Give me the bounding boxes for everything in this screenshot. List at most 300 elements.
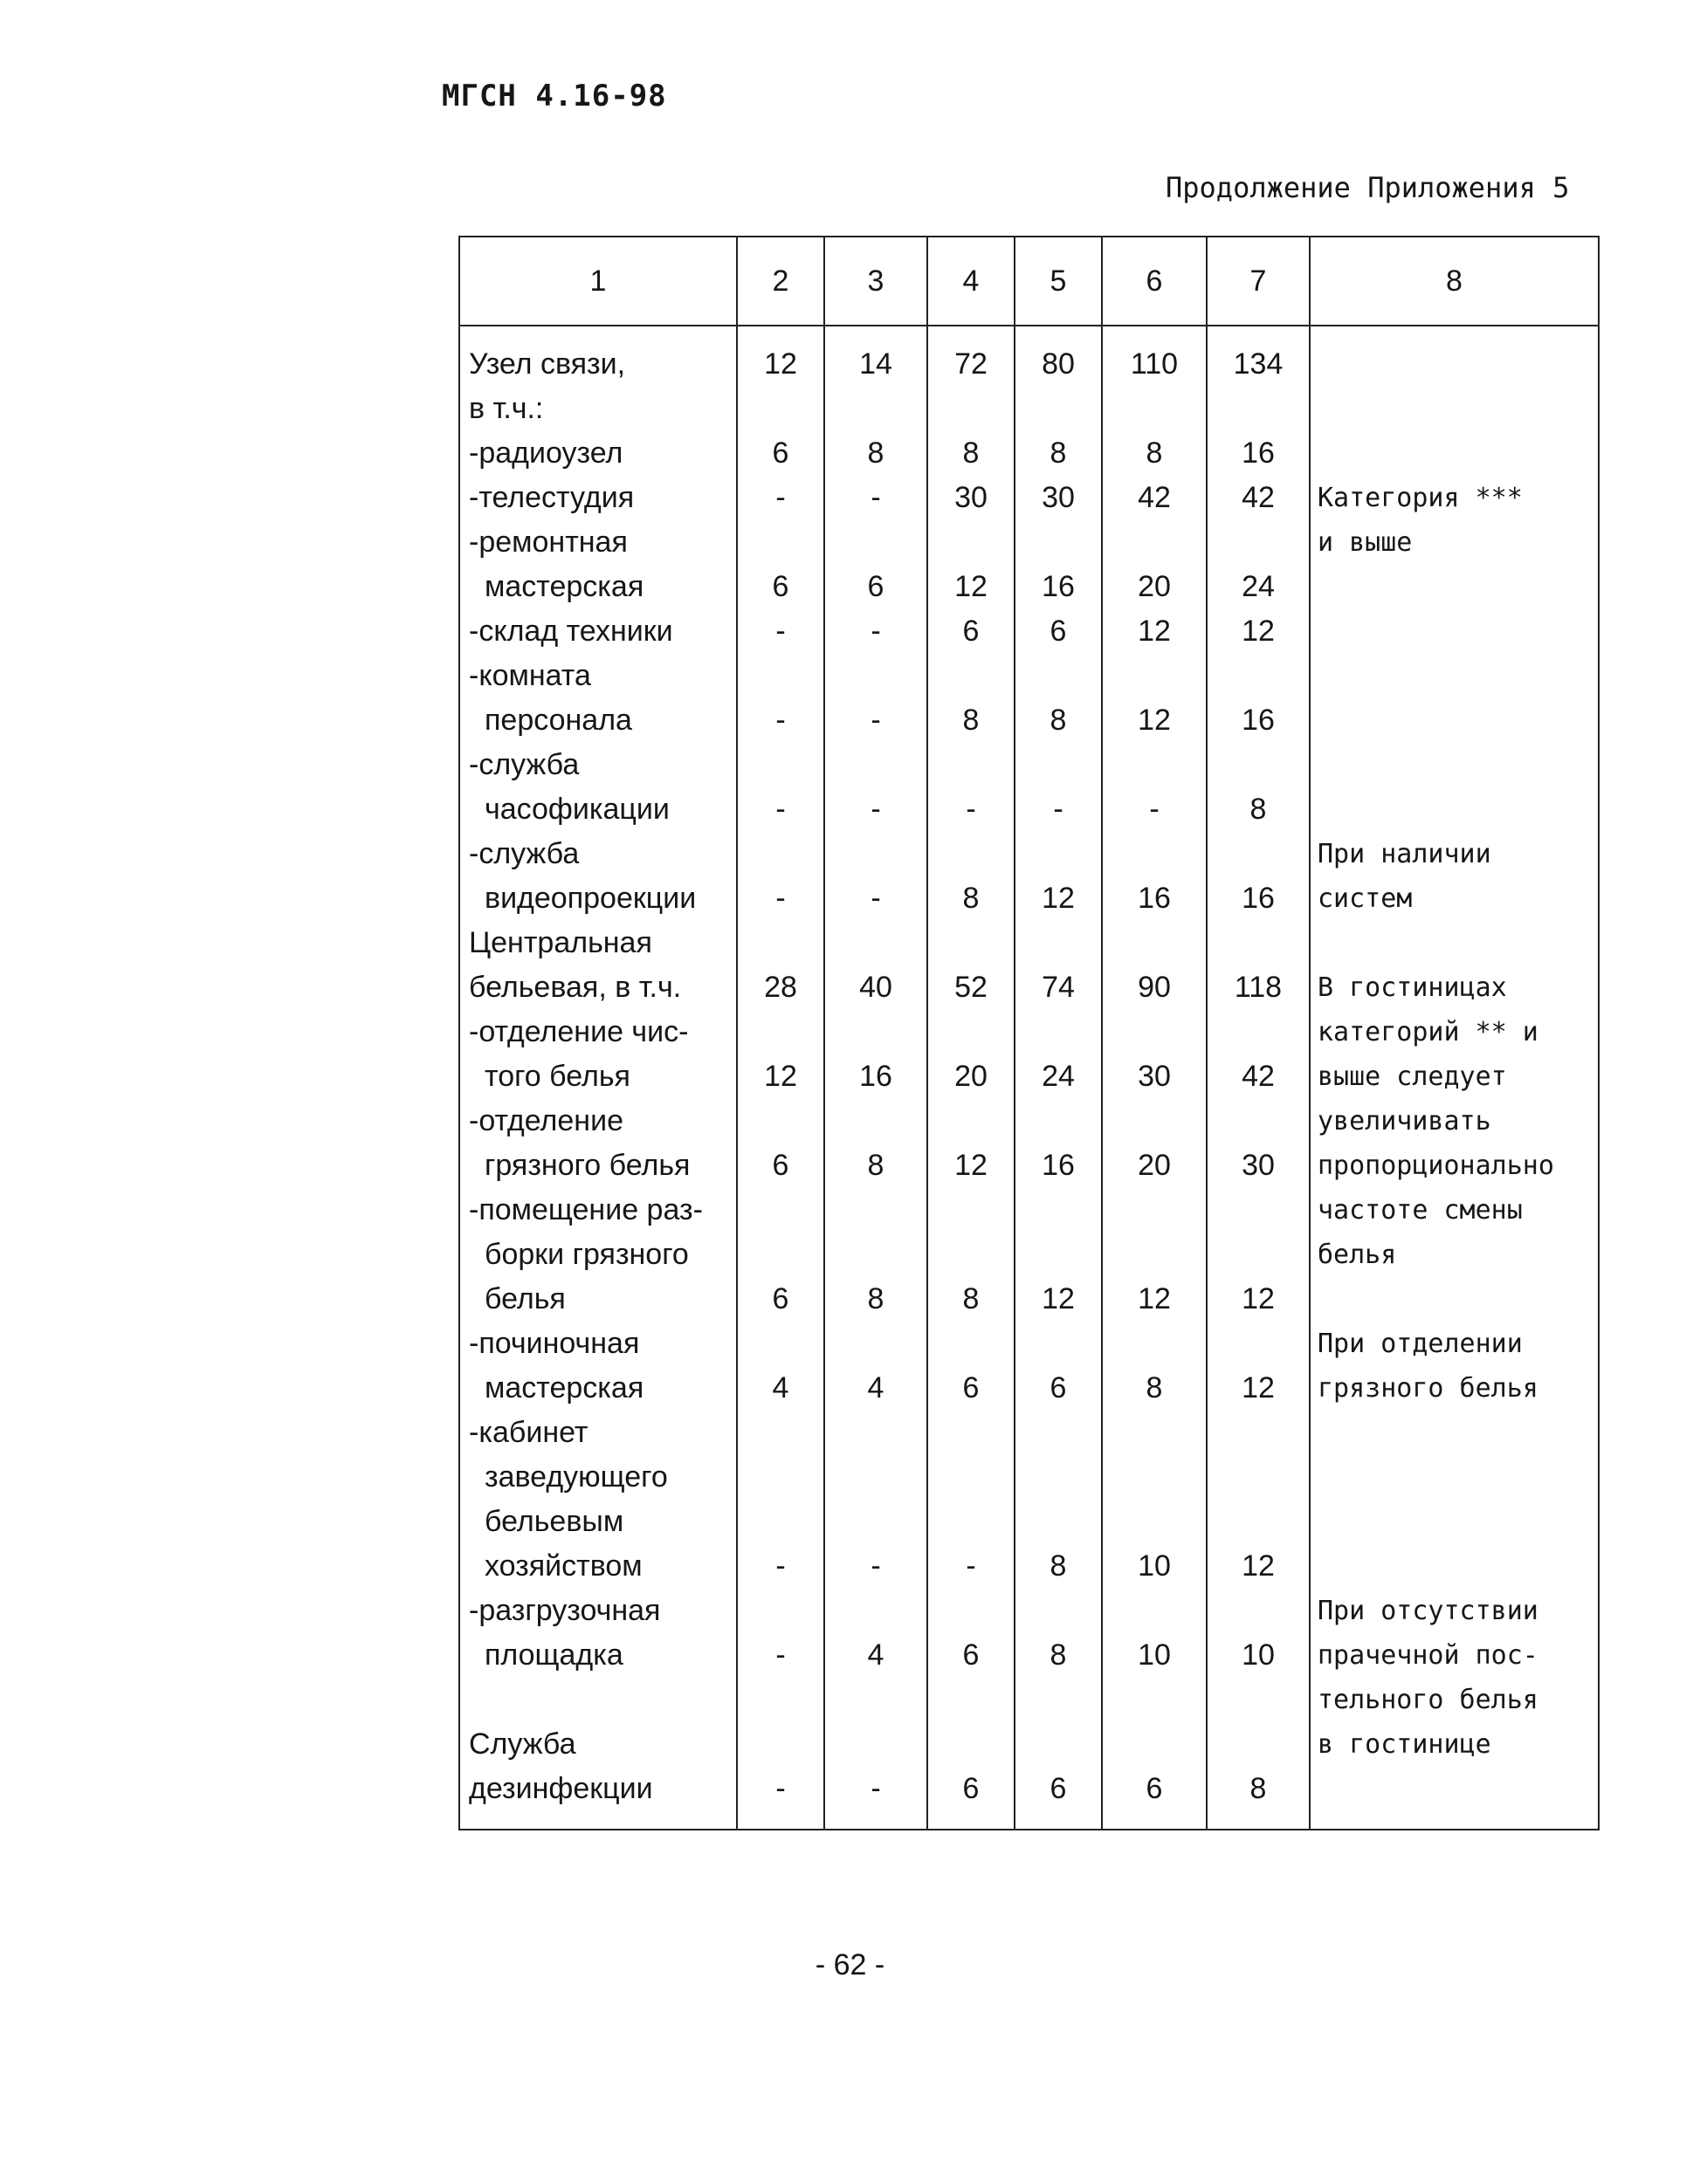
value-cell-col-2 xyxy=(737,1188,824,1233)
value-cell-col-5: 16 xyxy=(1015,1144,1102,1188)
note-cell: и выше xyxy=(1310,520,1599,565)
value-cell-col-2: - xyxy=(737,1633,824,1678)
document-header: МГСН 4.16-98 xyxy=(442,79,667,113)
value-cell-col-3 xyxy=(824,1233,927,1277)
value-cell-col-7 xyxy=(1207,832,1310,876)
value-cell-col-5 xyxy=(1015,387,1102,431)
value-cell-col-3 xyxy=(824,1722,927,1767)
room-name-cell: -отделение xyxy=(459,1099,737,1144)
value-cell-col-4 xyxy=(927,743,1015,787)
value-cell-col-2 xyxy=(737,1455,824,1500)
table-row xyxy=(459,965,1599,1010)
column-header-5: 5 xyxy=(1015,237,1102,326)
value-cell-col-6: 10 xyxy=(1102,1633,1207,1678)
room-name-cell: -телестудия xyxy=(459,476,737,520)
value-cell-col-4 xyxy=(927,654,1015,698)
note-cell: частоте смены xyxy=(1310,1188,1599,1233)
value-cell-col-2: 12 xyxy=(737,1054,824,1099)
value-cell-col-5: 80 xyxy=(1015,326,1102,387)
value-cell-col-3: 4 xyxy=(824,1366,927,1411)
value-cell-col-5: 8 xyxy=(1015,1544,1102,1589)
table-row xyxy=(459,1500,1599,1544)
room-name-cell: -служба xyxy=(459,832,737,876)
column-header-1: 1 xyxy=(459,237,737,326)
value-cell-col-3 xyxy=(824,654,927,698)
value-cell-col-6 xyxy=(1102,1099,1207,1144)
note-cell: При отсутствии xyxy=(1310,1589,1599,1633)
table-row xyxy=(459,1099,1599,1144)
value-cell-col-4: - xyxy=(927,1544,1015,1589)
value-cell-col-3 xyxy=(824,1589,927,1633)
table-row xyxy=(459,787,1599,832)
value-cell-col-3 xyxy=(824,1678,927,1722)
value-cell-col-7 xyxy=(1207,921,1310,965)
value-cell-col-5: 16 xyxy=(1015,565,1102,609)
note-cell: тельного белья xyxy=(1310,1678,1599,1722)
value-cell-col-6: 10 xyxy=(1102,1544,1207,1589)
value-cell-col-6: 110 xyxy=(1102,326,1207,387)
value-cell-col-4: 12 xyxy=(927,565,1015,609)
note-cell: выше следует xyxy=(1310,1054,1599,1099)
value-cell-col-5 xyxy=(1015,1099,1102,1144)
value-cell-col-5: 6 xyxy=(1015,609,1102,654)
value-cell-col-5 xyxy=(1015,1678,1102,1722)
note-cell: При наличии xyxy=(1310,832,1599,876)
note-cell: категорий ** и xyxy=(1310,1010,1599,1054)
table-row xyxy=(459,1188,1599,1233)
value-cell-col-7 xyxy=(1207,1722,1310,1767)
room-name-cell: дезинфекции xyxy=(459,1767,737,1830)
note-cell xyxy=(1310,921,1599,965)
value-cell-col-5 xyxy=(1015,520,1102,565)
value-cell-col-4: 8 xyxy=(927,431,1015,476)
room-name-cell: площадка xyxy=(459,1633,737,1678)
value-cell-col-6 xyxy=(1102,387,1207,431)
table-row xyxy=(459,1366,1599,1411)
value-cell-col-5 xyxy=(1015,1322,1102,1366)
room-name-cell: -служба xyxy=(459,743,737,787)
table-row xyxy=(459,743,1599,787)
value-cell-col-3: - xyxy=(824,609,927,654)
value-cell-col-2 xyxy=(737,654,824,698)
value-cell-col-6: 90 xyxy=(1102,965,1207,1010)
note-cell xyxy=(1310,743,1599,787)
value-cell-col-3 xyxy=(824,1455,927,1500)
table-row xyxy=(459,1322,1599,1366)
value-cell-col-3 xyxy=(824,1500,927,1544)
value-cell-col-4: 6 xyxy=(927,1633,1015,1678)
room-name-cell: в т.ч.: xyxy=(459,387,737,431)
room-name-cell: -комната xyxy=(459,654,737,698)
table-header xyxy=(459,237,1599,326)
value-cell-col-7: 8 xyxy=(1207,787,1310,832)
value-cell-col-5 xyxy=(1015,1589,1102,1633)
value-cell-col-6: 8 xyxy=(1102,1366,1207,1411)
value-cell-col-7 xyxy=(1207,654,1310,698)
value-cell-col-5: 30 xyxy=(1015,476,1102,520)
table-row xyxy=(459,565,1599,609)
value-cell-col-4 xyxy=(927,1099,1015,1144)
value-cell-col-7: 12 xyxy=(1207,1277,1310,1322)
value-cell-col-4: 8 xyxy=(927,876,1015,921)
value-cell-col-6 xyxy=(1102,832,1207,876)
room-name-cell: бельевым xyxy=(459,1500,737,1544)
value-cell-col-4: 6 xyxy=(927,1366,1015,1411)
page-number: - 62 - xyxy=(815,1948,885,1981)
value-cell-col-7: 42 xyxy=(1207,1054,1310,1099)
value-cell-col-5: - xyxy=(1015,787,1102,832)
value-cell-col-6 xyxy=(1102,1411,1207,1455)
table-row xyxy=(459,1144,1599,1188)
room-name-cell: -разгрузочная xyxy=(459,1589,737,1633)
value-cell-col-6: 16 xyxy=(1102,876,1207,921)
value-cell-col-2 xyxy=(737,1589,824,1633)
table-row xyxy=(459,431,1599,476)
table-row xyxy=(459,1722,1599,1767)
note-cell xyxy=(1310,787,1599,832)
room-name-cell: заведующего xyxy=(459,1455,737,1500)
value-cell-col-4: 8 xyxy=(927,698,1015,743)
value-cell-col-4 xyxy=(927,1500,1015,1544)
value-cell-col-6: 20 xyxy=(1102,1144,1207,1188)
value-cell-col-5: 6 xyxy=(1015,1366,1102,1411)
room-name-cell: грязного белья xyxy=(459,1144,737,1188)
table-row xyxy=(459,654,1599,698)
value-cell-col-4: 8 xyxy=(927,1277,1015,1322)
value-cell-col-4 xyxy=(927,1233,1015,1277)
value-cell-col-7: 134 xyxy=(1207,326,1310,387)
value-cell-col-3: 8 xyxy=(824,1277,927,1322)
value-cell-col-2 xyxy=(737,1322,824,1366)
value-cell-col-2: 6 xyxy=(737,565,824,609)
value-cell-col-7 xyxy=(1207,743,1310,787)
room-name-cell: Центральная xyxy=(459,921,737,965)
value-cell-col-5: 8 xyxy=(1015,698,1102,743)
value-cell-col-2 xyxy=(737,1678,824,1722)
value-cell-col-7 xyxy=(1207,520,1310,565)
value-cell-col-2 xyxy=(737,832,824,876)
table-row xyxy=(459,387,1599,431)
value-cell-col-5 xyxy=(1015,654,1102,698)
column-header-2: 2 xyxy=(737,237,824,326)
value-cell-col-7: 16 xyxy=(1207,431,1310,476)
value-cell-col-6 xyxy=(1102,520,1207,565)
value-cell-col-2 xyxy=(737,1722,824,1767)
value-cell-col-2 xyxy=(737,921,824,965)
value-cell-col-4 xyxy=(927,1188,1015,1233)
value-cell-col-4 xyxy=(927,387,1015,431)
value-cell-col-5: 12 xyxy=(1015,876,1102,921)
value-cell-col-2: 6 xyxy=(737,431,824,476)
table-row xyxy=(459,876,1599,921)
value-cell-col-4 xyxy=(927,832,1015,876)
value-cell-col-2: - xyxy=(737,1544,824,1589)
note-cell xyxy=(1310,654,1599,698)
table-row xyxy=(459,1633,1599,1678)
value-cell-col-2: - xyxy=(737,876,824,921)
value-cell-col-3 xyxy=(824,743,927,787)
value-cell-col-5: 8 xyxy=(1015,1633,1102,1678)
value-cell-col-7 xyxy=(1207,1099,1310,1144)
value-cell-col-3: 8 xyxy=(824,431,927,476)
value-cell-col-2: - xyxy=(737,609,824,654)
value-cell-col-4 xyxy=(927,520,1015,565)
value-cell-col-2 xyxy=(737,1500,824,1544)
value-cell-col-4 xyxy=(927,1411,1015,1455)
table-row xyxy=(459,326,1599,387)
value-cell-col-3: 40 xyxy=(824,965,927,1010)
note-cell: В гостиницах xyxy=(1310,965,1599,1010)
value-cell-col-7 xyxy=(1207,387,1310,431)
value-cell-col-2: 4 xyxy=(737,1366,824,1411)
room-name-cell xyxy=(459,1678,737,1722)
value-cell-col-5: 12 xyxy=(1015,1277,1102,1322)
value-cell-col-7: 24 xyxy=(1207,565,1310,609)
room-name-cell: -отделение чис- xyxy=(459,1010,737,1054)
value-cell-col-3 xyxy=(824,1188,927,1233)
room-name-cell: видеопроекции xyxy=(459,876,737,921)
value-cell-col-3: - xyxy=(824,1544,927,1589)
table-row xyxy=(459,1455,1599,1500)
table-row xyxy=(459,476,1599,520)
room-name-cell: Узел связи, xyxy=(459,326,737,387)
value-cell-col-2: - xyxy=(737,787,824,832)
value-cell-col-2 xyxy=(737,1099,824,1144)
value-cell-col-5: 24 xyxy=(1015,1054,1102,1099)
note-cell: систем xyxy=(1310,876,1599,921)
value-cell-col-5: 74 xyxy=(1015,965,1102,1010)
value-cell-col-4 xyxy=(927,1589,1015,1633)
table-row xyxy=(459,1544,1599,1589)
value-cell-col-3: 14 xyxy=(824,326,927,387)
value-cell-col-5: 6 xyxy=(1015,1767,1102,1830)
value-cell-col-4 xyxy=(927,1010,1015,1054)
appendix-continuation-title: Продолжение Приложения 5 xyxy=(1166,171,1570,204)
value-cell-col-3 xyxy=(824,1322,927,1366)
note-cell xyxy=(1310,565,1599,609)
note-cell xyxy=(1310,609,1599,654)
value-cell-col-3 xyxy=(824,1010,927,1054)
value-cell-col-5 xyxy=(1015,1722,1102,1767)
value-cell-col-4 xyxy=(927,1722,1015,1767)
value-cell-col-5 xyxy=(1015,1233,1102,1277)
table-row xyxy=(459,1767,1599,1830)
table-row xyxy=(459,1054,1599,1099)
value-cell-col-3 xyxy=(824,387,927,431)
note-cell: прачечной пос- xyxy=(1310,1633,1599,1678)
value-cell-col-2 xyxy=(737,520,824,565)
room-name-cell: -починочная xyxy=(459,1322,737,1366)
value-cell-col-3: - xyxy=(824,476,927,520)
note-cell xyxy=(1310,1767,1599,1830)
value-cell-col-3: 4 xyxy=(824,1633,927,1678)
value-cell-col-7 xyxy=(1207,1188,1310,1233)
room-name-cell: того белья xyxy=(459,1054,737,1099)
note-cell xyxy=(1310,326,1599,387)
value-cell-col-5 xyxy=(1015,1455,1102,1500)
value-cell-col-4 xyxy=(927,1678,1015,1722)
value-cell-col-7 xyxy=(1207,1455,1310,1500)
value-cell-col-6 xyxy=(1102,1722,1207,1767)
value-cell-col-4 xyxy=(927,1455,1015,1500)
table-row xyxy=(459,520,1599,565)
value-cell-col-7: 10 xyxy=(1207,1633,1310,1678)
value-cell-col-2: - xyxy=(737,698,824,743)
value-cell-col-6 xyxy=(1102,1188,1207,1233)
value-cell-col-6 xyxy=(1102,1455,1207,1500)
value-cell-col-6 xyxy=(1102,1500,1207,1544)
note-cell: Категория *** xyxy=(1310,476,1599,520)
value-cell-col-7 xyxy=(1207,1678,1310,1722)
room-name-cell: -помещение раз- xyxy=(459,1188,737,1233)
value-cell-col-4: - xyxy=(927,787,1015,832)
table-body xyxy=(459,326,1599,1830)
note-cell xyxy=(1310,431,1599,476)
room-name-cell: -ремонтная xyxy=(459,520,737,565)
value-cell-col-6 xyxy=(1102,654,1207,698)
value-cell-col-2 xyxy=(737,1411,824,1455)
value-cell-col-7 xyxy=(1207,1322,1310,1366)
value-cell-col-6 xyxy=(1102,743,1207,787)
value-cell-col-7: 16 xyxy=(1207,698,1310,743)
value-cell-col-6: 12 xyxy=(1102,609,1207,654)
column-header-8: 8 xyxy=(1310,237,1599,326)
value-cell-col-4: 72 xyxy=(927,326,1015,387)
value-cell-col-7: 118 xyxy=(1207,965,1310,1010)
note-cell xyxy=(1310,698,1599,743)
room-name-cell: мастерская xyxy=(459,1366,737,1411)
value-cell-col-6: 12 xyxy=(1102,698,1207,743)
value-cell-col-3: - xyxy=(824,876,927,921)
table-row xyxy=(459,1589,1599,1633)
column-header-6: 6 xyxy=(1102,237,1207,326)
column-header-3: 3 xyxy=(824,237,927,326)
table-row xyxy=(459,698,1599,743)
value-cell-col-7: 8 xyxy=(1207,1767,1310,1830)
table-row xyxy=(459,1277,1599,1322)
value-cell-col-6: 20 xyxy=(1102,565,1207,609)
room-name-cell: бельевая, в т.ч. xyxy=(459,965,737,1010)
value-cell-col-2: 6 xyxy=(737,1144,824,1188)
value-cell-col-3: 16 xyxy=(824,1054,927,1099)
table-row xyxy=(459,921,1599,965)
value-cell-col-2 xyxy=(737,743,824,787)
value-cell-col-4 xyxy=(927,921,1015,965)
table-row xyxy=(459,1411,1599,1455)
table-row xyxy=(459,1233,1599,1277)
value-cell-col-4: 20 xyxy=(927,1054,1015,1099)
value-cell-col-7 xyxy=(1207,1010,1310,1054)
value-cell-col-7: 42 xyxy=(1207,476,1310,520)
value-cell-col-5 xyxy=(1015,832,1102,876)
value-cell-col-5 xyxy=(1015,921,1102,965)
value-cell-col-6 xyxy=(1102,921,1207,965)
value-cell-col-7: 12 xyxy=(1207,609,1310,654)
column-header-7: 7 xyxy=(1207,237,1310,326)
value-cell-col-4: 6 xyxy=(927,609,1015,654)
value-cell-col-4 xyxy=(927,1322,1015,1366)
value-cell-col-3 xyxy=(824,1411,927,1455)
value-cell-col-7: 12 xyxy=(1207,1366,1310,1411)
value-cell-col-6 xyxy=(1102,1233,1207,1277)
note-cell: белья xyxy=(1310,1233,1599,1277)
table-row xyxy=(459,1678,1599,1722)
value-cell-col-2: - xyxy=(737,1767,824,1830)
value-cell-col-2: 28 xyxy=(737,965,824,1010)
table-row xyxy=(459,832,1599,876)
value-cell-col-3 xyxy=(824,1099,927,1144)
value-cell-col-5 xyxy=(1015,1188,1102,1233)
room-name-cell: -кабинет xyxy=(459,1411,737,1455)
value-cell-col-3: - xyxy=(824,698,927,743)
value-cell-col-5 xyxy=(1015,743,1102,787)
value-cell-col-6: 12 xyxy=(1102,1277,1207,1322)
note-cell xyxy=(1310,1500,1599,1544)
value-cell-col-6: - xyxy=(1102,787,1207,832)
value-cell-col-7: 30 xyxy=(1207,1144,1310,1188)
value-cell-col-6 xyxy=(1102,1322,1207,1366)
value-cell-col-3: - xyxy=(824,787,927,832)
header-row xyxy=(459,237,1599,326)
value-cell-col-7 xyxy=(1207,1500,1310,1544)
value-cell-col-7 xyxy=(1207,1589,1310,1633)
note-cell xyxy=(1310,1411,1599,1455)
value-cell-col-3 xyxy=(824,921,927,965)
value-cell-col-4: 12 xyxy=(927,1144,1015,1188)
value-cell-col-5 xyxy=(1015,1010,1102,1054)
value-cell-col-6: 8 xyxy=(1102,431,1207,476)
value-cell-col-7 xyxy=(1207,1411,1310,1455)
value-cell-col-6: 42 xyxy=(1102,476,1207,520)
value-cell-col-6: 30 xyxy=(1102,1054,1207,1099)
value-cell-col-2: 12 xyxy=(737,326,824,387)
value-cell-col-5 xyxy=(1015,1500,1102,1544)
value-cell-col-3 xyxy=(824,832,927,876)
note-cell xyxy=(1310,1277,1599,1322)
room-name-cell: мастерская xyxy=(459,565,737,609)
note-cell xyxy=(1310,1544,1599,1589)
value-cell-col-2: 6 xyxy=(737,1277,824,1322)
value-cell-col-6 xyxy=(1102,1678,1207,1722)
value-cell-col-7: 12 xyxy=(1207,1544,1310,1589)
value-cell-col-3 xyxy=(824,520,927,565)
note-cell xyxy=(1310,387,1599,431)
room-name-cell: Служба xyxy=(459,1722,737,1767)
value-cell-col-2 xyxy=(737,387,824,431)
value-cell-col-5 xyxy=(1015,1411,1102,1455)
value-cell-col-7 xyxy=(1207,1233,1310,1277)
note-cell: увеличивать xyxy=(1310,1099,1599,1144)
value-cell-col-6 xyxy=(1102,1010,1207,1054)
value-cell-col-2 xyxy=(737,1233,824,1277)
value-cell-col-4: 6 xyxy=(927,1767,1015,1830)
column-header-4: 4 xyxy=(927,237,1015,326)
value-cell-col-7: 16 xyxy=(1207,876,1310,921)
norms-table xyxy=(458,236,1600,1830)
value-cell-col-5: 8 xyxy=(1015,431,1102,476)
room-name-cell: хозяйством xyxy=(459,1544,737,1589)
note-cell: грязного белья xyxy=(1310,1366,1599,1411)
value-cell-col-3: 6 xyxy=(824,565,927,609)
value-cell-col-4: 30 xyxy=(927,476,1015,520)
note-cell xyxy=(1310,1455,1599,1500)
room-name-cell: -радиоузел xyxy=(459,431,737,476)
value-cell-col-6: 6 xyxy=(1102,1767,1207,1830)
room-name-cell: часофикации xyxy=(459,787,737,832)
note-cell: в гостинице xyxy=(1310,1722,1599,1767)
room-name-cell: персонала xyxy=(459,698,737,743)
value-cell-col-2 xyxy=(737,1010,824,1054)
